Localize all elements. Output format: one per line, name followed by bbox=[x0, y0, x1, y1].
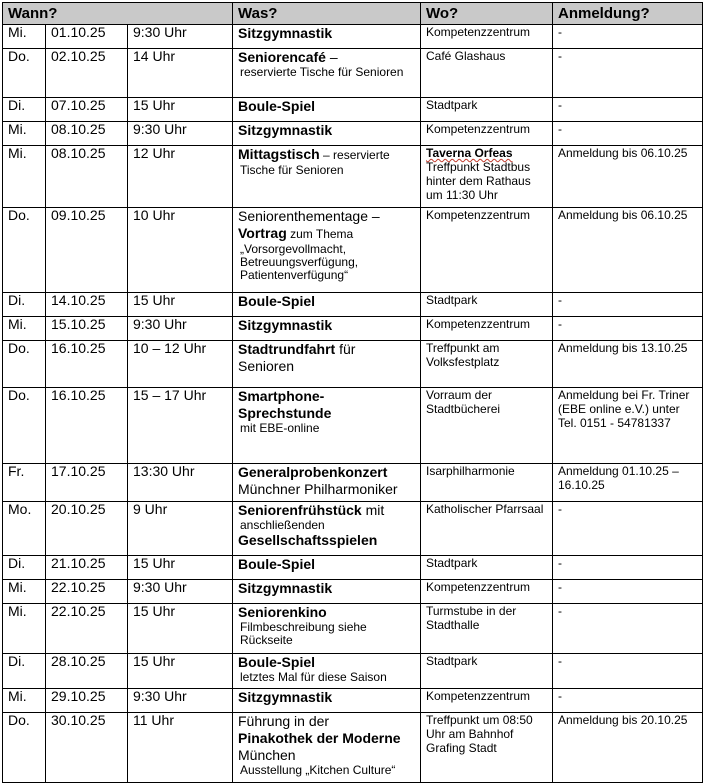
event-title: Seniorencafé bbox=[238, 49, 326, 65]
cell-anmeldung: - bbox=[553, 317, 703, 341]
event-description: Senioren bbox=[238, 358, 295, 374]
event-title-line bbox=[238, 556, 416, 573]
event-title: Sitzgymnastik bbox=[238, 25, 333, 41]
table-row bbox=[3, 388, 703, 464]
event-title-continued: Gesellschaftsspielen bbox=[238, 532, 378, 548]
cell-day: Do. bbox=[3, 49, 46, 98]
event-title-line bbox=[238, 341, 416, 358]
event-title-line bbox=[238, 208, 416, 243]
event-title-suffix: – bbox=[325, 49, 338, 65]
event-description: Filmbeschreibung siehe Rückseite bbox=[240, 620, 367, 647]
cell-anmeldung: Anmeldung bei Fr. Triner (EBE online e.V.) unter Tel. 0151 - 54781337 bbox=[553, 388, 703, 464]
cell-anmeldung: - bbox=[553, 604, 703, 654]
cell-date: 22.10.25 bbox=[46, 580, 128, 604]
cell-time: 11 Uhr bbox=[128, 713, 233, 783]
cell-was bbox=[233, 341, 421, 388]
cell-date: 09.10.25 bbox=[46, 208, 128, 293]
cell-anmeldung: - bbox=[553, 49, 703, 98]
event-title: Boule-Spiel bbox=[238, 556, 316, 572]
event-title-line bbox=[238, 388, 416, 422]
event-title-line bbox=[238, 464, 416, 481]
cell-was bbox=[233, 98, 421, 122]
event-title-line bbox=[238, 146, 416, 164]
venue-text: Kompetenzzentrum bbox=[426, 208, 531, 222]
event-title-suffix: – reservierte bbox=[319, 148, 390, 162]
cell-day: Di. bbox=[3, 293, 46, 317]
cell-time: 9 Uhr bbox=[128, 502, 233, 556]
event-title: Generalprobenkonzert bbox=[238, 464, 388, 480]
event-description: anschließenden bbox=[240, 518, 325, 532]
table-row bbox=[3, 146, 703, 208]
venue-name: Taverna Orfeas bbox=[426, 146, 513, 160]
cell-was bbox=[233, 317, 421, 341]
cell-anmeldung: Anmeldung bis 13.10.25 bbox=[553, 341, 703, 388]
venue-text: Treffpunkt Stadtbus hinter dem Rathaus um 11:30 Uhr bbox=[426, 160, 531, 202]
event-title-line bbox=[238, 98, 416, 115]
cell-anmeldung: - bbox=[553, 98, 703, 122]
cell-was bbox=[233, 49, 421, 98]
event-title: Boule-Spiel bbox=[238, 654, 316, 670]
cell-day: Do. bbox=[3, 208, 46, 293]
venue-text: Turmstube in der Stadthalle bbox=[426, 604, 517, 632]
cell-date: 15.10.25 bbox=[46, 317, 128, 341]
cell-anmeldung: - bbox=[553, 502, 703, 556]
venue-text: Treffpunkt am Volksfestplatz bbox=[426, 341, 500, 369]
cell-wo bbox=[421, 25, 553, 49]
cell-day: Mi. bbox=[3, 146, 46, 208]
cell-day: Di. bbox=[3, 98, 46, 122]
event-title: Vortrag bbox=[238, 225, 287, 241]
cell-date: 20.10.25 bbox=[46, 502, 128, 556]
cell-day: Do. bbox=[3, 341, 46, 388]
event-title: Stadtrundfahrt bbox=[238, 341, 336, 357]
table-row bbox=[3, 713, 703, 783]
venue-text: Stadtpark bbox=[426, 654, 478, 668]
cell-wo bbox=[421, 293, 553, 317]
table-row bbox=[3, 464, 703, 502]
event-title: Sitzgymnastik bbox=[238, 580, 333, 596]
cell-date: 08.10.25 bbox=[46, 122, 128, 146]
cell-day: Fr. bbox=[3, 464, 46, 502]
event-title-line bbox=[238, 122, 416, 139]
venue-text: Stadtpark bbox=[426, 556, 478, 570]
table-row bbox=[3, 122, 703, 146]
cell-time: 10 Uhr bbox=[128, 208, 233, 293]
event-title: Smartphone-Sprechstunde bbox=[238, 388, 332, 421]
cell-date: 14.10.25 bbox=[46, 293, 128, 317]
table-row bbox=[3, 208, 703, 293]
cell-date: 28.10.25 bbox=[46, 654, 128, 689]
event-title: Boule-Spiel bbox=[238, 98, 316, 114]
table-row bbox=[3, 654, 703, 689]
cell-time: 15 Uhr bbox=[128, 293, 233, 317]
cell-time: 9:30 Uhr bbox=[128, 580, 233, 604]
cell-anmeldung: - bbox=[553, 580, 703, 604]
cell-wo bbox=[421, 98, 553, 122]
event-title-line bbox=[238, 317, 416, 334]
cell-anmeldung: - bbox=[553, 556, 703, 580]
event-lead: Seniorenthementage – bbox=[238, 208, 380, 224]
table-row bbox=[3, 293, 703, 317]
cell-time: 14 Uhr bbox=[128, 49, 233, 98]
venue-text: Isarphilharmonie bbox=[426, 464, 515, 478]
cell-time: 13:30 Uhr bbox=[128, 464, 233, 502]
event-title-line bbox=[238, 293, 416, 310]
cell-day: Mi. bbox=[3, 122, 46, 146]
table-row bbox=[3, 25, 703, 49]
cell-wo bbox=[421, 464, 553, 502]
event-title: Boule-Spiel bbox=[238, 293, 316, 309]
venue-text: Café Glashaus bbox=[426, 49, 506, 63]
event-title-suffix: für bbox=[335, 341, 356, 357]
header-wann: Wann? bbox=[3, 3, 233, 25]
cell-time: 9:30 Uhr bbox=[128, 25, 233, 49]
cell-day: Mi. bbox=[3, 689, 46, 713]
cell-wo bbox=[421, 713, 553, 783]
event-description: Ausstellung „Kitchen Culture“ bbox=[240, 763, 396, 777]
venue-text: Kompetenzzentrum bbox=[426, 25, 531, 39]
cell-wo bbox=[421, 689, 553, 713]
cell-day: Do. bbox=[3, 713, 46, 783]
table-row bbox=[3, 341, 703, 388]
table-row bbox=[3, 98, 703, 122]
cell-was bbox=[233, 464, 421, 502]
event-title: Mittagstisch bbox=[238, 146, 320, 162]
cell-wo bbox=[421, 146, 553, 208]
table-row bbox=[3, 689, 703, 713]
cell-date: 16.10.25 bbox=[46, 341, 128, 388]
cell-date: 07.10.25 bbox=[46, 98, 128, 122]
event-title: Sitzgymnastik bbox=[238, 689, 333, 705]
table-row bbox=[3, 604, 703, 654]
event-title-suffix: zum Thema bbox=[286, 227, 354, 241]
cell-day: Di. bbox=[3, 556, 46, 580]
cell-anmeldung: Anmeldung bis 20.10.25 bbox=[553, 713, 703, 783]
event-title-line bbox=[238, 713, 416, 764]
cell-day: Do. bbox=[3, 388, 46, 464]
cell-day: Mi. bbox=[3, 604, 46, 654]
venue-text: Kompetenzzentrum bbox=[426, 122, 531, 136]
event-title-line bbox=[238, 25, 416, 42]
event-description: mit EBE-online bbox=[240, 421, 320, 435]
header-was: Was? bbox=[233, 3, 421, 25]
event-title: Pinakothek der Moderne bbox=[238, 730, 401, 746]
table-row bbox=[3, 580, 703, 604]
event-title: Sitzgymnastik bbox=[238, 122, 333, 138]
event-description: „Vorsorgevollmacht, Betreuungsverfügung, Patientenverfügung“ bbox=[240, 242, 359, 282]
venue-text: Treffpunkt um 08:50 Uhr am Bahnhof Grafing Stadt bbox=[426, 713, 533, 755]
event-title-line bbox=[238, 689, 416, 706]
cell-time: 10 – 12 Uhr bbox=[128, 341, 233, 388]
cell-wo bbox=[421, 604, 553, 654]
cell-wo bbox=[421, 341, 553, 388]
schedule-table bbox=[2, 2, 703, 783]
event-title: Seniorenfrühstück bbox=[238, 502, 362, 518]
cell-wo bbox=[421, 49, 553, 98]
cell-time: 15 Uhr bbox=[128, 654, 233, 689]
cell-wo bbox=[421, 580, 553, 604]
event-description: reservierte Tische für Senioren bbox=[240, 65, 404, 79]
event-title-suffix: mit bbox=[361, 502, 385, 518]
venue-text: Vorraum der Stadtbücherei bbox=[426, 388, 501, 416]
table-row bbox=[3, 502, 703, 556]
event-title-line bbox=[238, 502, 416, 519]
cell-anmeldung: - bbox=[553, 293, 703, 317]
cell-time: 15 Uhr bbox=[128, 556, 233, 580]
cell-time: 9:30 Uhr bbox=[128, 122, 233, 146]
header-wo: Wo? bbox=[421, 3, 553, 25]
cell-anmeldung: - bbox=[553, 654, 703, 689]
cell-time: 15 Uhr bbox=[128, 98, 233, 122]
cell-date: 02.10.25 bbox=[46, 49, 128, 98]
cell-date: 30.10.25 bbox=[46, 713, 128, 783]
cell-was bbox=[233, 293, 421, 317]
cell-was bbox=[233, 580, 421, 604]
cell-day: Mi. bbox=[3, 317, 46, 341]
event-title: Seniorenkino bbox=[238, 604, 327, 620]
event-description: letztes Mal für diese Saison bbox=[240, 670, 387, 684]
event-title-line bbox=[238, 604, 416, 621]
cell-date: 17.10.25 bbox=[46, 464, 128, 502]
venue-text: Katholischer Pfarrsaal bbox=[426, 502, 544, 516]
cell-date: 21.10.25 bbox=[46, 556, 128, 580]
cell-anmeldung: Anmeldung bis 06.10.25 bbox=[553, 146, 703, 208]
event-lead: Führung in der bbox=[238, 713, 330, 729]
cell-day: Mi. bbox=[3, 25, 46, 49]
cell-wo bbox=[421, 556, 553, 580]
event-title: Sitzgymnastik bbox=[238, 317, 333, 333]
cell-day: Mo. bbox=[3, 502, 46, 556]
cell-was bbox=[233, 654, 421, 689]
cell-wo bbox=[421, 654, 553, 689]
cell-was bbox=[233, 713, 421, 783]
cell-time: 15 Uhr bbox=[128, 604, 233, 654]
event-title-line bbox=[238, 580, 416, 597]
cell-day: Di. bbox=[3, 654, 46, 689]
cell-anmeldung: - bbox=[553, 689, 703, 713]
header-anmeldung: Anmeldung? bbox=[553, 3, 703, 25]
cell-date: 08.10.25 bbox=[46, 146, 128, 208]
cell-date: 01.10.25 bbox=[46, 25, 128, 49]
cell-wo bbox=[421, 388, 553, 464]
cell-was bbox=[233, 604, 421, 654]
cell-was bbox=[233, 146, 421, 208]
cell-wo bbox=[421, 317, 553, 341]
table-row bbox=[3, 317, 703, 341]
cell-anmeldung: - bbox=[553, 25, 703, 49]
cell-time: 9:30 Uhr bbox=[128, 317, 233, 341]
venue-text: Kompetenzzentrum bbox=[426, 580, 531, 594]
cell-was bbox=[233, 502, 421, 556]
schedule-body bbox=[3, 25, 703, 783]
cell-was bbox=[233, 689, 421, 713]
cell-wo bbox=[421, 208, 553, 293]
venue-text: Kompetenzzentrum bbox=[426, 317, 531, 331]
cell-time: 12 Uhr bbox=[128, 146, 233, 208]
event-title-line bbox=[238, 654, 416, 671]
event-title-suffix: München bbox=[238, 747, 296, 763]
venue-text: Stadtpark bbox=[426, 98, 478, 112]
cell-was bbox=[233, 122, 421, 146]
venue-text: Stadtpark bbox=[426, 293, 478, 307]
cell-wo bbox=[421, 502, 553, 556]
cell-anmeldung: Anmeldung bis 06.10.25 bbox=[553, 208, 703, 293]
cell-anmeldung: Anmeldung 01.10.25 – 16.10.25 bbox=[553, 464, 703, 502]
cell-was bbox=[233, 388, 421, 464]
cell-was bbox=[233, 25, 421, 49]
table-row bbox=[3, 556, 703, 580]
event-description: Münchner Philharmoniker bbox=[238, 481, 398, 497]
venue-text: Kompetenzzentrum bbox=[426, 689, 531, 703]
cell-date: 22.10.25 bbox=[46, 604, 128, 654]
event-description: Tische für Senioren bbox=[240, 163, 344, 177]
table-row bbox=[3, 49, 703, 98]
cell-was bbox=[233, 556, 421, 580]
cell-day: Mi. bbox=[3, 580, 46, 604]
cell-wo bbox=[421, 122, 553, 146]
cell-date: 29.10.25 bbox=[46, 689, 128, 713]
cell-date: 16.10.25 bbox=[46, 388, 128, 464]
event-title-line bbox=[238, 49, 416, 66]
cell-was bbox=[233, 208, 421, 293]
header-row bbox=[3, 3, 703, 25]
cell-anmeldung: - bbox=[553, 122, 703, 146]
cell-time: 15 – 17 Uhr bbox=[128, 388, 233, 464]
cell-time: 9:30 Uhr bbox=[128, 689, 233, 713]
